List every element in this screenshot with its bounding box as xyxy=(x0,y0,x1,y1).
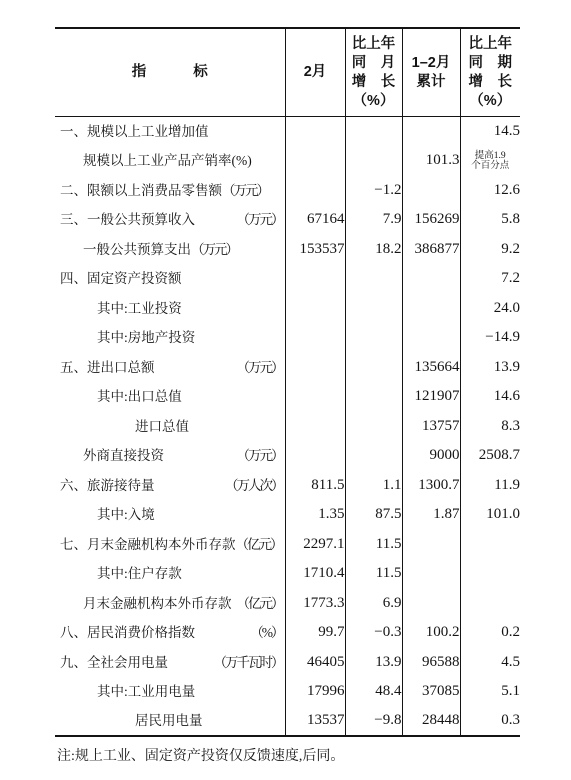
indicator-header-label: 指 标 xyxy=(131,64,214,80)
indicator-cell xyxy=(55,176,285,206)
feb-yoy-growth: 1.1 xyxy=(345,471,402,501)
cumulative-value xyxy=(402,176,460,206)
feb-value: 1.35 xyxy=(285,500,345,530)
table-row xyxy=(55,412,520,442)
cumulative-yoy-growth: 0.2 xyxy=(460,618,520,648)
indicator-cell xyxy=(55,382,285,412)
cumulative-yoy-growth: 5.8 xyxy=(460,205,520,235)
cumulative-header xyxy=(402,28,460,117)
header-line: （%） xyxy=(469,92,512,109)
header-row xyxy=(55,28,520,117)
indicator-cell xyxy=(55,117,285,147)
feb-value: 153537 xyxy=(285,235,345,265)
feb-value xyxy=(285,176,345,206)
indicator-unit: （万元） xyxy=(236,448,283,463)
cumulative-yoy-growth: 12.6 xyxy=(460,176,520,206)
table-row xyxy=(55,471,520,501)
indicator-cell xyxy=(55,146,285,176)
cumulative-yoy-growth: 7.2 xyxy=(460,264,520,294)
feb-yoy-growth: −0.3 xyxy=(345,618,402,648)
cumulative-value xyxy=(402,323,460,353)
cumulative-value xyxy=(402,530,460,560)
indicator-label: 二、限额以上消费品零售额 xyxy=(60,182,222,198)
indicator-label: 居民用电量 xyxy=(135,713,203,728)
cumulative-value: 100.2 xyxy=(402,618,460,648)
cumulative-value: 135664 xyxy=(402,353,460,383)
cumulative-yoy-growth: 14.6 xyxy=(460,382,520,412)
cumulative-yoy-growth xyxy=(460,559,520,589)
feb-value xyxy=(285,353,345,383)
indicator-label: 其中:工业用电量 xyxy=(97,684,196,699)
feb-yoy-growth xyxy=(345,146,402,176)
feb-yoy-growth: 13.9 xyxy=(345,648,402,678)
indicator-label: 其中:房地产投资 xyxy=(97,330,196,345)
header-line: 增 长 xyxy=(351,73,396,90)
cumulative-value xyxy=(402,294,460,324)
feb-value xyxy=(285,264,345,294)
table-row xyxy=(55,294,520,324)
cumulative-yoy-growth: −14.9 xyxy=(460,323,520,353)
indicator-unit: （亿元） xyxy=(236,595,283,611)
table-row xyxy=(55,235,520,265)
table-row xyxy=(55,382,520,412)
feb-value: 67164 xyxy=(285,205,345,235)
indicator-cell xyxy=(55,353,285,383)
feb-value: 17996 xyxy=(285,677,345,707)
cumulative-yoy-growth: 0.3 xyxy=(460,707,520,737)
indicator-cell xyxy=(55,559,285,589)
table-row xyxy=(55,353,520,383)
feb-value xyxy=(285,294,345,324)
indicator-label: 九、全社会用电量 xyxy=(60,654,168,670)
cumulative-yoy-growth: 提高1.9 个百分点 xyxy=(460,146,520,176)
table-row xyxy=(55,323,520,353)
cumulative-value xyxy=(402,559,460,589)
indicator-label: 一般公共预算支出 xyxy=(83,241,191,257)
indicator-label: 其中:入境 xyxy=(97,507,155,522)
cumulative-value xyxy=(402,589,460,619)
feb-yoy-growth: 11.5 xyxy=(345,530,402,560)
cumulative-value: 13757 xyxy=(402,412,460,442)
header-line: 比上年 xyxy=(351,35,396,52)
cumulative-value: 101.3 xyxy=(402,146,460,176)
table-row xyxy=(55,176,520,206)
table-row xyxy=(55,589,520,619)
indicator-cell xyxy=(55,471,285,501)
indicator-label: 八、居民消费价格指数 xyxy=(60,625,195,640)
table-row xyxy=(55,441,520,471)
table-row xyxy=(55,117,520,147)
indicator-unit: （万元） xyxy=(236,212,283,227)
indicator-unit: （万人次） xyxy=(225,477,283,493)
statistics-table xyxy=(55,27,520,737)
indicator-unit: (%) xyxy=(231,153,252,168)
feb-value xyxy=(285,323,345,353)
indicator-label: 一、规模以上工业增加值 xyxy=(60,123,209,139)
indicator-label: 外商直接投资 xyxy=(83,448,164,463)
indicator-label: 六、旅游接待量 xyxy=(60,477,155,493)
feb-yoy-growth xyxy=(345,412,402,442)
indicator-label: 其中:住户存款 xyxy=(97,566,182,581)
feb-yoy-header xyxy=(345,28,402,117)
indicator-label: 其中:出口总值 xyxy=(97,389,182,404)
cumulative-yoy-growth xyxy=(460,589,520,619)
indicator-unit: （万元） xyxy=(236,359,283,375)
feb-yoy-growth: 11.5 xyxy=(345,559,402,589)
indicator-label: 规模以上工业产品产销率 xyxy=(83,153,232,168)
indicator-cell xyxy=(55,589,285,619)
feb-yoy-growth: 48.4 xyxy=(345,677,402,707)
header-line: 累计 xyxy=(416,73,446,90)
indicator-unit: （万元） xyxy=(191,241,237,257)
indicator-label: 五、进出口总额 xyxy=(60,359,155,375)
indicator-cell xyxy=(55,618,285,648)
indicator-cell xyxy=(55,677,285,707)
header-line: （%） xyxy=(352,92,395,109)
feb-yoy-growth xyxy=(345,353,402,383)
feb-yoy-growth xyxy=(345,117,402,147)
indicator-cell xyxy=(55,235,285,265)
header-line: 增 长 xyxy=(468,73,512,90)
feb-value xyxy=(285,382,345,412)
indicator-cell xyxy=(55,530,285,560)
table-row xyxy=(55,559,520,589)
cumulative-yoy-header xyxy=(460,28,520,117)
indicator-unit: （%） xyxy=(250,625,283,640)
cumulative-yoy-growth: 8.3 xyxy=(460,412,520,442)
cumulative-value xyxy=(402,117,460,147)
indicator-label: 七、月末金融机构本外币存款 xyxy=(60,536,236,552)
indicator-unit: （亿元） xyxy=(235,536,282,552)
indicator-cell xyxy=(55,205,285,235)
indicator-label: 其中:工业投资 xyxy=(97,300,182,316)
cumulative-value: 28448 xyxy=(402,707,460,737)
cumulative-yoy-growth: 2508.7 xyxy=(460,441,520,471)
cumulative-yoy-growth: 11.9 xyxy=(460,471,520,501)
cumulative-value: 1300.7 xyxy=(402,471,460,501)
table-row xyxy=(55,677,520,707)
cumulative-yoy-growth: 13.9 xyxy=(460,353,520,383)
feb-yoy-growth: −9.8 xyxy=(345,707,402,737)
feb-value xyxy=(285,117,345,147)
table-row xyxy=(55,500,520,530)
cumulative-value: 1.87 xyxy=(402,500,460,530)
feb-yoy-growth: 18.2 xyxy=(345,235,402,265)
indicator-unit: （万千瓦时） xyxy=(213,654,283,670)
indicator-cell xyxy=(55,707,285,737)
indicator-cell xyxy=(55,441,285,471)
table-row xyxy=(55,530,520,560)
feb-value xyxy=(285,412,345,442)
feb-value: 1710.4 xyxy=(285,559,345,589)
feb-yoy-growth: 87.5 xyxy=(345,500,402,530)
feb-value xyxy=(285,146,345,176)
feb-yoy-growth xyxy=(345,382,402,412)
cumulative-value: 37085 xyxy=(402,677,460,707)
table-row xyxy=(55,648,520,678)
header-line: 同 月 xyxy=(351,54,396,71)
indicator-label: 进口总值 xyxy=(135,418,189,434)
table-row xyxy=(55,146,520,176)
cumulative-yoy-growth: 4.5 xyxy=(460,648,520,678)
indicator-cell xyxy=(55,323,285,353)
indicator-cell xyxy=(55,294,285,324)
feb-value: 811.5 xyxy=(285,471,345,501)
cumulative-yoy-growth: 101.0 xyxy=(460,500,520,530)
cumulative-value: 9000 xyxy=(402,441,460,471)
feb-yoy-growth xyxy=(345,264,402,294)
feb-yoy-growth xyxy=(345,294,402,324)
table-row xyxy=(55,205,520,235)
indicator-cell xyxy=(55,412,285,442)
feb-value: 46405 xyxy=(285,648,345,678)
indicator-cell xyxy=(55,500,285,530)
feb-yoy-growth: 7.9 xyxy=(345,205,402,235)
indicator-unit: （万元） xyxy=(222,182,268,198)
indicator-label: 四、固定资产投资额 xyxy=(60,271,182,286)
cumulative-value: 121907 xyxy=(402,382,460,412)
cumulative-value: 156269 xyxy=(402,205,460,235)
indicator-cell xyxy=(55,648,285,678)
feb-value: 1773.3 xyxy=(285,589,345,619)
indicator-label: 三、一般公共预算收入 xyxy=(60,212,195,227)
cumulative-value xyxy=(402,264,460,294)
feb-header: 2月 xyxy=(285,28,345,117)
indicator-label: 月末金融机构本外币存款 xyxy=(83,595,232,611)
cumulative-yoy-growth: 9.2 xyxy=(460,235,520,265)
indicator-cell xyxy=(55,264,285,294)
cumulative-yoy-growth: 5.1 xyxy=(460,677,520,707)
cumulative-yoy-growth: 24.0 xyxy=(460,294,520,324)
indicator-header xyxy=(55,28,285,117)
header-line: 同 期 xyxy=(468,54,512,71)
feb-yoy-growth: −1.2 xyxy=(345,176,402,206)
header-line: 比上年 xyxy=(468,35,512,52)
feb-value: 99.7 xyxy=(285,618,345,648)
table-row xyxy=(55,707,520,737)
feb-yoy-growth xyxy=(345,441,402,471)
header-line: 1–2月 xyxy=(411,54,451,71)
footnote: 注:规上工业、固定资产投资仅反馈速度,后同。 xyxy=(57,749,345,764)
cumulative-value: 96588 xyxy=(402,648,460,678)
feb-value: 2297.1 xyxy=(285,530,345,560)
cumulative-yoy-growth xyxy=(460,530,520,560)
feb-yoy-growth xyxy=(345,323,402,353)
feb-value xyxy=(285,441,345,471)
table-row xyxy=(55,264,520,294)
cumulative-yoy-growth: 14.5 xyxy=(460,117,520,147)
table-row xyxy=(55,618,520,648)
cumulative-value: 386877 xyxy=(402,235,460,265)
feb-yoy-growth: 6.9 xyxy=(345,589,402,619)
feb-value: 13537 xyxy=(285,707,345,737)
